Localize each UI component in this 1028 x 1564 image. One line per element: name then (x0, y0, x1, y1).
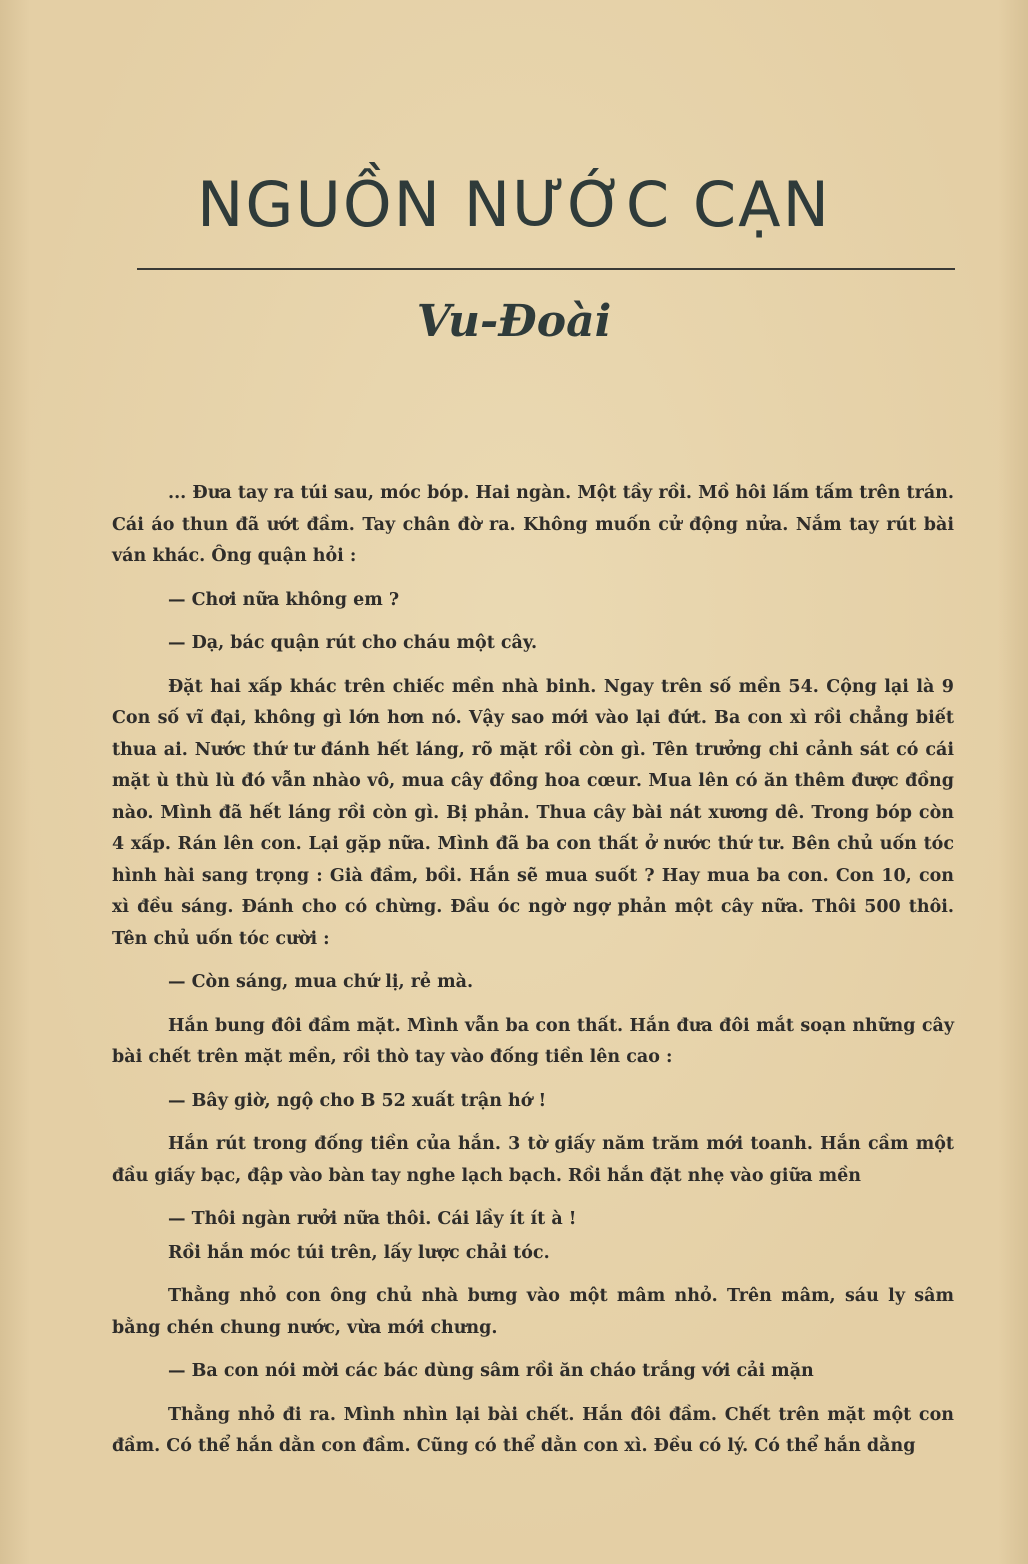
paragraph: Đặt hai xấp khác trên chiếc mền nhà binh. Ngay trên số mền 54. Cộng lại là 9 Con số vĩ đại, không gì lớn hơn nó. Vậy sao mới vào lại đứt. Ba con xì rồi chẳng biết thua ai. Nước thứ tư đánh hết láng, rõ mặt rồi còn gì. Tên trưởng chi cảnh sát có cái mặt ù thù lù đó vẫn nhào vô, mua cây đồng hoa cœur. Mua lên có ăn thêm được đồng nào. Mình đã hết láng rồi còn gì. Bị phản. Thua cây bài nát xương dê. Trong bóp còn 4 xấp. Rán lên con. Lại gặp nữa. Mình đã ba con thất ở nước thứ tư. Bên chủ uốn tóc hình hài sang trọng : Già đầm, bồi. Hắn sẽ mua suốt ? Hay mua ba con. Con 10, con xì đều sáng. Đánh cho có chừng. Đầu óc ngờ ngợ phản một cây nữa. Thôi 500 thôi. Tên chủ uốn tóc cười : (112, 676, 954, 949)
paragraph: Thằng nhỏ đi ra. Mình nhìn lại bài chết. Hắn đôi đầm. Chết trên mặt một con đầm. Có thể hắn dằn con đầm. Cũng có thể dằn con xì. Đều có lý. Có thể hắn dằng (112, 1404, 954, 1456)
dialogue-line: — Ba con nói mời các bác dùng sâm rồi ăn cháo trắng với cải mặn (168, 1361, 814, 1381)
title-divider (137, 268, 955, 270)
dialogue-line: — Dạ, bác quận rút cho cháu một cây. (168, 633, 538, 653)
paragraph: Rồi hắn móc túi trên, lấy lược chải tóc. (168, 1242, 550, 1263)
dialogue-line: — Thôi ngàn rưởi nữa thôi. Cái lầy ít ít à ! (168, 1209, 577, 1229)
story-body (112, 478, 954, 1475)
dialogue-line: — Bây giờ, ngộ cho B 52 xuất trận hớ ! (168, 1090, 547, 1111)
paragraph: Thằng nhỏ con ông chủ nhà bưng vào một mâm nhỏ. Trên mâm, sáu ly sâm bằng chén chung nước, vừa mới chưng. (112, 1286, 954, 1338)
paragraph: Hắn bung đôi đầm mặt. Mình vẫn ba con thất. Hắn đưa đôi mắt soạn những cây bài chết trên mặt mền, rồi thò tay vào đống tiền lên cao : (112, 1015, 954, 1067)
dialogue-line: — Chơi nữa không em ? (168, 589, 400, 610)
paragraph: Hắn rút trong đống tiền của hắn. 3 tờ giấy năm trăm mới toanh. Hắn cầm một đầu giấy bạc, đập vào bàn tay nghe lạch bạch. Rồi hắn đặt nhẹ vào giữa mền (112, 1134, 954, 1186)
paragraph: ... Đưa tay ra túi sau, móc bóp. Hai ngàn. Một tầy rồi. Mồ hôi lấm tấm trên trán. Cái áo thun đã ướt đầm. Tay chân đờ ra. Không muốn cử động nửa. Nắm tay rút bài ván khác. Ông quận hỏi : (112, 483, 954, 566)
author-signature: Vu-Đoài (416, 296, 612, 347)
dialogue-line: — Còn sáng, mua chứ lị, rẻ mà. (168, 972, 474, 992)
page-title: NGUỒN NƯỚC CẠN (197, 168, 831, 241)
